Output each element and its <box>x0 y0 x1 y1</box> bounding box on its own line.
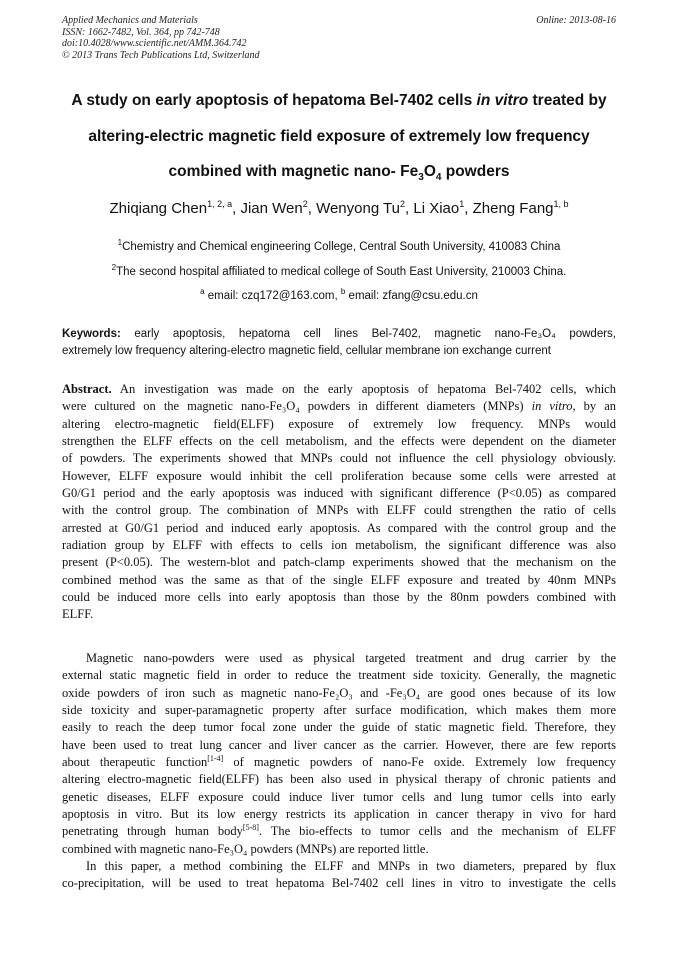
body-line: side toxicity and super-paramagnetic property after surface modification, which makes them more <box>62 703 616 718</box>
title-text: combined with magnetic nano- Fe <box>168 163 419 180</box>
citation-ref: [5-8] <box>242 823 259 833</box>
body-text: of magnetic powders of nano-Fe oxide. Extremely low frequency <box>223 755 616 770</box>
author-affil-sup: 1, 2, a <box>207 199 233 209</box>
abstract-line <box>62 398 616 415</box>
keywords-text: early apoptosis, hepatoma cell lines Bel-7402, magnetic nano-Fe₃O₄ powders, <box>120 328 616 340</box>
author-emails <box>40 287 638 302</box>
online-date: Online: 2013-08-16 <box>536 15 616 26</box>
title-line-1 <box>40 92 638 110</box>
abstract-italic: in vitro <box>531 399 573 414</box>
keywords-line: extremely low frequency altering-electro magnetic field, cellular membrane ion exchange current <box>62 345 551 357</box>
abstract-text: , by an <box>572 399 616 414</box>
body-line: have been used to treat lung cancer and liver cancer as the carrier. However, there are few reports <box>62 737 616 752</box>
affiliation-2 <box>40 263 638 278</box>
abstract-line: could be induced more cells into early apoptosis than those by the 80nm powders combined with <box>62 590 616 605</box>
abstract-line: with the control group. The combination of MNPs with ELFF could strengthen the ratio of cells <box>62 503 616 518</box>
abstract-label: Abstract. <box>62 382 112 396</box>
keywords-line <box>62 326 616 343</box>
abstract-line: radiation group by ELFF with effects to cells ion metabolism, the significant difference was also <box>62 538 616 553</box>
body-line: Magnetic nano-powders were used as physical targeted treatment and drug carrier by the <box>86 651 616 665</box>
author-affil-sup: 2 <box>302 199 308 209</box>
author-name: Jian Wen <box>240 200 303 217</box>
affiliation-1 <box>40 238 638 253</box>
title-text: A study on early apoptosis of hepatoma Bel-7402 cells <box>71 92 477 109</box>
abstract-line: strengthen the ELFF effects on the cell metabolism, and the effects were dependent on the diameter <box>62 434 616 449</box>
abstract-text: An investigation was made on the early apoptosis of hepatoma Bel-7402 cells, which <box>111 382 616 396</box>
body-line: apoptosis in vitro. But its low energy restricts its application in cancer therapy in vivo for hard <box>62 807 616 822</box>
title-italic: in vitro <box>476 92 529 109</box>
doi-line: doi:10.4028/www.scientific.net/AMM.364.742 <box>62 38 247 49</box>
body-line: external static magnetic field in order to reduce the treatment side toxicity. Generally, the magnetic <box>62 668 616 683</box>
author-affil-sup: 2 <box>400 199 406 209</box>
issn-line: ISSN: 1662-7482, Vol. 364, pp 742-748 <box>62 26 220 38</box>
abstract-line: However, ELFF exposure would inhibit the cell proliferation because some cells were arrested at <box>62 468 616 483</box>
abstract-line: altering electro-magnetic field(ELFF) exposure of extremely low frequency. MNPs would <box>62 416 616 431</box>
author-name: Zhiqiang Chen <box>109 200 208 217</box>
author-name: Wenyong Tu <box>316 200 401 217</box>
body-line: altering electro-magnetic field(ELFF) has been also used in physical therapy of chronic patients and <box>62 772 616 787</box>
keywords-label: Keywords: <box>62 328 121 340</box>
author-list: Zhiqiang Chen$^{1, 2, a}$, Jian Wen$^2$, Wenyong Tu$^2$, Li Xiao$^1$, Zheng Fang$^{1, b}$ <box>109 199 569 217</box>
author-name: Li Xiao <box>413 200 460 217</box>
affiliation-text: Chemistry and Chemical engineering College, Central South University, 410083 China <box>122 241 561 253</box>
keywords-section <box>62 326 616 360</box>
abstract-section <box>62 381 616 624</box>
body-text: about therapeutic function <box>62 755 208 770</box>
body-line <box>62 823 616 840</box>
title-subscript: 4 <box>435 172 442 184</box>
citation-ref: [1-4] <box>207 754 224 764</box>
author-affil-sup: 1 <box>459 199 465 209</box>
body-line: In this paper, a method combining the ELFF and MNPs in two diameters, prepared by flux <box>86 859 616 874</box>
title-text: O <box>423 163 436 180</box>
title-subscript: 3 <box>418 172 424 184</box>
affiliation-sup: 2 <box>111 263 117 272</box>
body-line <box>62 754 616 771</box>
abstract-line: arrested at G0/G1 period and induced early apoptosis. As compared with the control group and the <box>62 520 616 535</box>
body-line: co-precipitation, will be used to treat hepatoma Bel-7402 cell lines in vitro to investigate the cells <box>62 876 616 891</box>
journal-name: Applied Mechanics and Materials <box>62 15 198 26</box>
abstract-line: present (P<0.05). The western-blot and patch-clamp experiments showed that the mechanism on the <box>62 555 616 570</box>
title-line-2: altering-electric magnetic field exposure of extremely low frequency <box>88 128 590 145</box>
body-line: easily to reach the deep tumor focal zone under the guide of static magnetic field. Therefore, they <box>62 720 616 735</box>
affiliation-text: The second hospital affiliated to medical college of South East University, 210003 China. <box>116 266 567 278</box>
email-b: email: zfang@csu.edu.cn <box>345 290 478 302</box>
body-line: combined with magnetic nano-Fe₃O₄ powders (MNPs) are reported little. <box>62 841 429 856</box>
email-sup: b <box>340 287 346 296</box>
body-text: penetrating through human body <box>62 824 243 839</box>
body-text: . The bio-effects to tumor cells and the mechanism of ELFF <box>258 824 616 839</box>
email-sup: a <box>200 287 205 296</box>
abstract-line <box>62 381 616 398</box>
abstract-line: ELFF. <box>62 607 94 622</box>
abstract-line: of powders. The experiments showed that MNPs could not influence the cell physiology obviously. <box>62 451 616 466</box>
author-affil-sup: 1, b <box>553 199 569 209</box>
email-a: email: czq172@163.com, <box>204 290 341 302</box>
title-text: powders <box>441 163 510 180</box>
abstract-line: combined method was the same as that of the single ELFF exposure and treated by 40nm MNPs <box>62 572 616 587</box>
title-text: treated by <box>528 92 607 109</box>
introduction-section <box>62 650 616 893</box>
body-line: oxide powders of iron such as magnetic nano-Fe₂O₃ and -Fe₃O₄ are good ones because of its low <box>62 685 616 700</box>
copyright-line: © 2013 Trans Tech Publications Ltd, Switzerland <box>62 49 260 61</box>
abstract-line: G0/G1 period and the early apoptosis was induced with significant difference (P<0.05) as compared <box>62 486 616 501</box>
title-line-3 <box>40 163 638 183</box>
publication-header <box>62 15 260 61</box>
body-line: genetic diseases, ELFF exposure could induce liver tumor cells and lung tumor cells into early <box>62 789 616 804</box>
author-name: Zheng Fang <box>472 200 554 217</box>
abstract-text: were cultured on the magnetic nano-Fe₃O₄ powders in different diameters (MNPs) <box>62 399 532 414</box>
affiliation-sup: 1 <box>117 238 123 247</box>
